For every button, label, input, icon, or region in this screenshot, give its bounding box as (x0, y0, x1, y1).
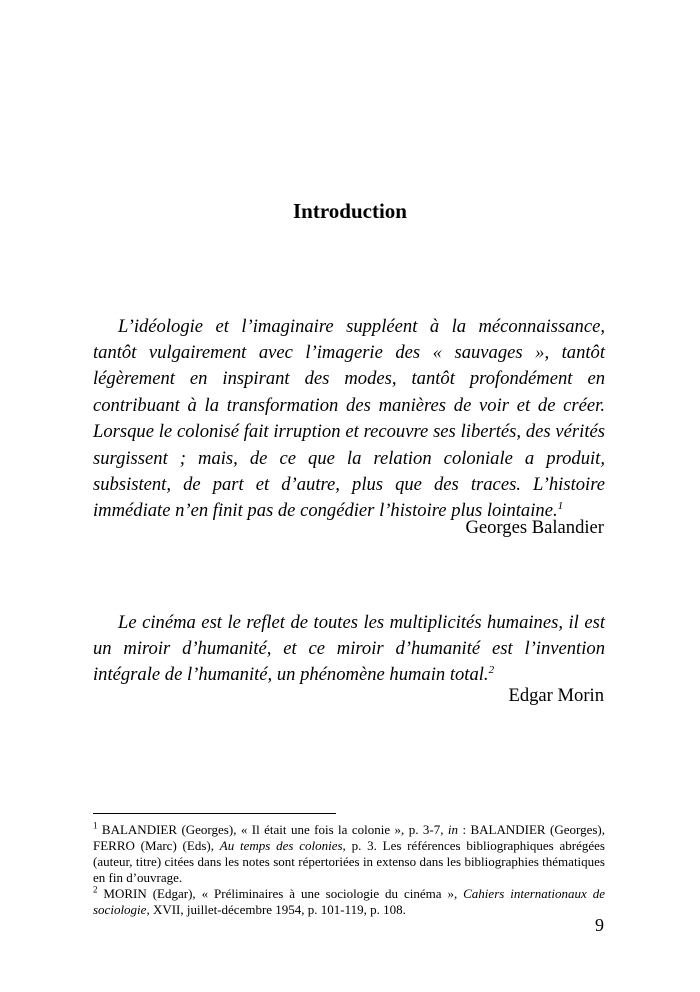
footnote-text: : BALANDIER (Georges), FERRO (Marc) (Eds), (93, 822, 605, 853)
footnote-1 (93, 822, 605, 886)
footnote-number: 2 (93, 884, 98, 895)
footnote-number: 1 (93, 820, 98, 831)
epigraph-quote-balandier (93, 314, 605, 525)
footnote-2 (93, 886, 605, 918)
footnote-text: MORIN (Edgar), « Préliminaires à une sociologie du cinéma », (97, 886, 464, 901)
footnote-text: , p. 3. Les références bibliographiques abrégées (auteur, titre) citées dans les notes sont répertoriées in extenso dans les bibliographies thématiques en fin d’ouvrage. (93, 838, 605, 885)
chapter-title: Introduction (293, 199, 407, 223)
footnote-work-title: Cahiers internationaux de sociologie (93, 886, 605, 917)
epigraph-text: Le cinéma est le reflet de toutes les multiplicités humaines, il est un miroir d’humanité, et ce miroir d’humanité est l’invention intégrale de l’humanité, un phénomène humain total. (93, 611, 605, 686)
epigraph-author-balandier: Georges Balandier (465, 517, 604, 538)
footnotes (93, 822, 605, 918)
epigraph-quote-morin (93, 610, 605, 689)
footnote-italic-in: in (447, 822, 459, 837)
footnote-reference[interactable]: 1 (557, 500, 564, 513)
epigraph-author-morin: Edgar Morin (508, 685, 604, 706)
footnote-work-title: Au temps des colonies (219, 838, 343, 853)
epigraph-text: L’idéologie et l’imaginaire suppléent à la méconnaissance, tantôt vulgairement avec l’imagerie des « sauvages », tantôt légèrement en inspirant des modes, tantôt profondément en contribuant à la transformation des manières de voir et de créer. Lorsque le colonisé fait irruption et recouvre ses libertés, des vérités surgissent ; mais, de ce que la relation coloniale a produit, subsistent, de part et d’autre, plus que des traces. L’histoire immédiate n’en finit pas de congédier l’histoire plus lointaine. (93, 315, 605, 522)
footnote-text: BALANDIER (Georges), « Il était une fois la colonie », p. 3-7, (97, 822, 448, 837)
footnote-reference[interactable]: 2 (488, 664, 495, 677)
page-number: 9 (595, 915, 604, 935)
footnote-separator (93, 813, 336, 814)
footnote-text: , XVII, juillet-décembre 1954, p. 101-119, p. 108. (146, 902, 406, 917)
